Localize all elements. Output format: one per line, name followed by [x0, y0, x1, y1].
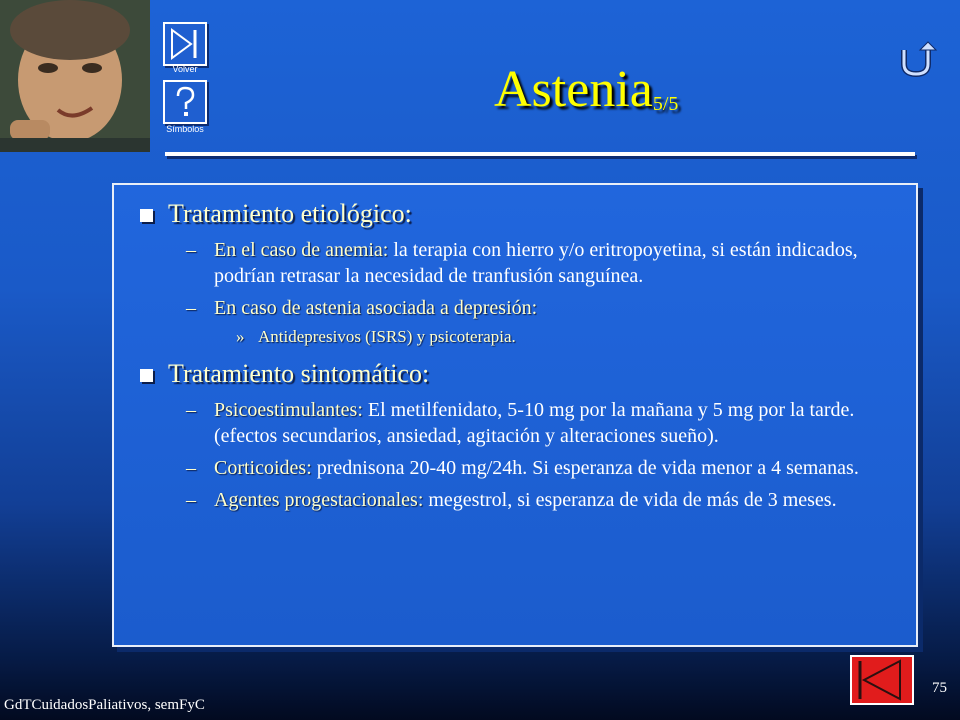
section-heading-text: Tratamiento etiológico: [168, 199, 412, 228]
square-bullet-icon [140, 369, 153, 382]
raquo-bullet: » [236, 327, 245, 346]
section-heading-sintomatico [140, 357, 896, 391]
end-triangle-icon [852, 657, 912, 703]
dash-bullet: – [186, 489, 196, 511]
content-box [112, 183, 918, 647]
section-heading-text: Tratamiento sintomático: [168, 359, 430, 388]
portrait-image [0, 0, 150, 152]
list-item [140, 397, 896, 449]
title-subscript: 5/5 [652, 93, 679, 115]
simbolos-button[interactable] [163, 80, 207, 124]
list-item [140, 455, 896, 481]
title-text: Astenia [494, 61, 653, 118]
dash-bullet: – [186, 297, 196, 319]
item-lead: En el caso de anemia: [214, 239, 389, 261]
item-lead: Corticoides: [214, 457, 312, 479]
item-text: la terapia con hierro y/o eritropoyetina, si están indicados, podrían retrasar la necesidad de tranfusión sanguínea. [214, 239, 858, 287]
item-text: prednisona 20-40 mg/24h. Si esperanza de vida menor a 4 semanas. [311, 457, 859, 479]
sub-list-item [140, 325, 896, 349]
item-lead: Agentes progestacionales: [214, 489, 424, 511]
volver-icon [165, 24, 205, 64]
footer-credit: GdTCuidadosPaliativos, semFyC [4, 697, 205, 713]
sub-item-text: Antidepresivos (ISRS) y psicoterapia. [258, 327, 516, 346]
item-lead: Psicoestimulantes: [214, 399, 363, 421]
list-item [140, 295, 896, 321]
list-item [140, 237, 896, 289]
item-text: megestrol, si esperanza de vida de más de 3 meses. [423, 489, 837, 511]
item-lead: En caso de astenia asociada a depresión: [214, 297, 538, 319]
section-heading-etiologico [140, 197, 896, 231]
back-arrow-icon[interactable] [898, 40, 938, 80]
list-item [140, 487, 896, 513]
volver-button[interactable] [163, 22, 207, 66]
square-bullet-icon [140, 209, 153, 222]
dash-bullet: – [186, 399, 196, 421]
help-icon [165, 82, 205, 122]
volver-label: Volver [172, 64, 198, 74]
page-title [494, 60, 678, 119]
dash-bullet: – [186, 239, 196, 261]
title-divider [165, 152, 915, 156]
end-button[interactable] [850, 655, 914, 705]
item-text: El metilfenidato, 5-10 mg por la mañana y 5 mg por la tarde. (efectos secundarios, ansiedad, agitación y alteraciones sueño). [214, 399, 855, 447]
page-number: 75 [932, 680, 947, 696]
dash-bullet: – [186, 457, 196, 479]
simbolos-label: Símbolos [166, 124, 204, 134]
